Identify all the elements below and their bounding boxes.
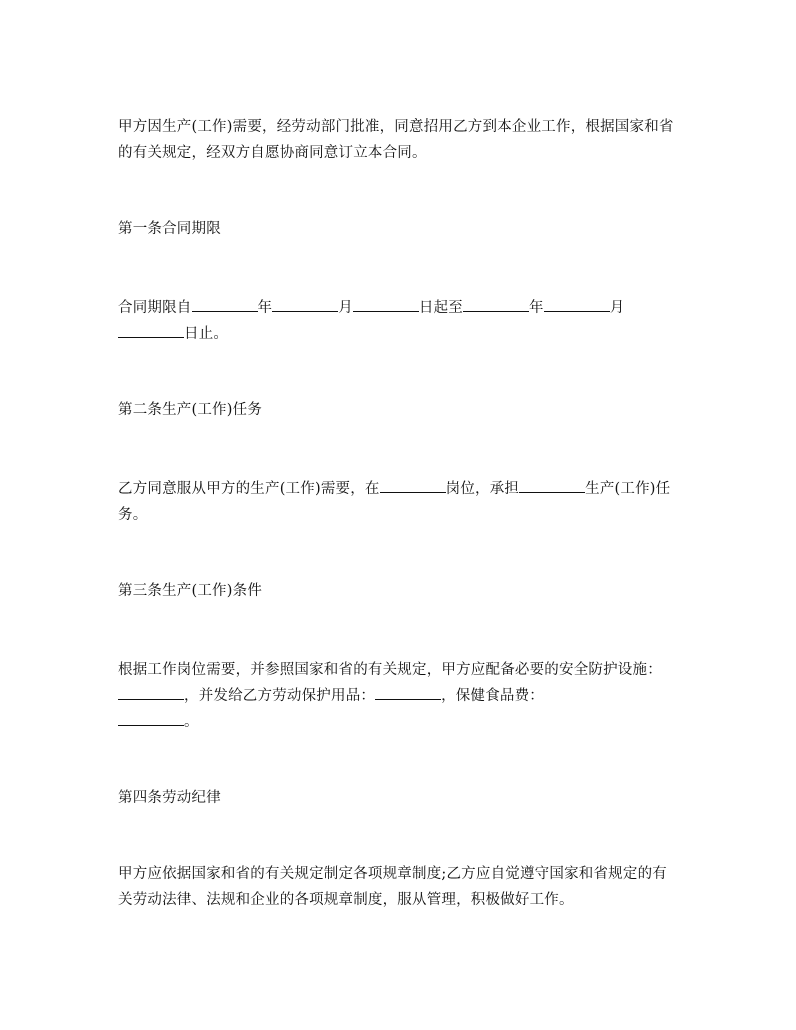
article-1-text-e: 年 bbox=[529, 300, 544, 316]
safety-facilities-blank[interactable] bbox=[118, 684, 184, 700]
intro-paragraph: 甲方因生产(工作)需要，经劳动部门批准，同意招用乙方到本企业工作，根据国家和省的有关规定，经双方自愿协商同意订立本合同。 bbox=[118, 119, 674, 161]
article-4-paragraph: 甲方应依据国家和省的有关规定制定各项规章制度;乙方应自觉遵守国家和省规定的有关劳动法律、法规和企业的各项规章制度，服从管理，积极做好工作。 bbox=[118, 866, 667, 908]
article-1-text-f: 月 bbox=[609, 300, 625, 316]
article-1-text-d: 日起至 bbox=[418, 300, 464, 316]
start-year-blank[interactable] bbox=[192, 296, 258, 312]
article-1-text-g: 日止。 bbox=[184, 326, 229, 342]
article-2-heading: 第二条生产(工作)任务 bbox=[118, 402, 263, 418]
article-3-heading: 第三条生产(工作)条件 bbox=[118, 583, 263, 599]
end-month-blank[interactable] bbox=[544, 296, 610, 312]
article-3-paragraph bbox=[118, 657, 678, 735]
article-1-heading: 第一条合同期限 bbox=[118, 221, 221, 237]
start-month-blank[interactable] bbox=[272, 296, 338, 312]
article-3-text-b: ，并发给乙方劳动保护用品： bbox=[184, 688, 376, 704]
end-year-blank[interactable] bbox=[463, 296, 529, 312]
article-1-paragraph bbox=[118, 295, 678, 347]
position-blank[interactable] bbox=[380, 477, 446, 493]
health-food-fee-blank[interactable] bbox=[118, 710, 184, 726]
article-2-text-a: 乙方同意服从甲方的生产(工作)需要，在 bbox=[118, 481, 380, 497]
start-day-blank[interactable] bbox=[353, 296, 419, 312]
article-2-text-b: 岗位，承担 bbox=[445, 481, 520, 497]
protective-supplies-blank[interactable] bbox=[375, 684, 441, 700]
end-day-blank[interactable] bbox=[118, 322, 184, 338]
task-blank[interactable] bbox=[519, 477, 585, 493]
article-3-text-a: 根据工作岗位需要，并参照国家和省的有关规定，甲方应配备必要的安全防护设施： bbox=[118, 662, 662, 678]
article-2-paragraph bbox=[118, 476, 678, 528]
article-3-text-c: ，保健食品费： bbox=[441, 688, 545, 704]
article-1-text-a: 合同期限自 bbox=[118, 300, 192, 316]
article-1-text-c: 月 bbox=[338, 300, 353, 316]
article-2-text-c: 生产(工作)任务。 bbox=[118, 481, 671, 523]
article-4-heading: 第四条劳动纪律 bbox=[118, 790, 221, 806]
article-1-text-b: 年 bbox=[257, 300, 273, 316]
article-3-text-d: 。 bbox=[184, 714, 199, 730]
